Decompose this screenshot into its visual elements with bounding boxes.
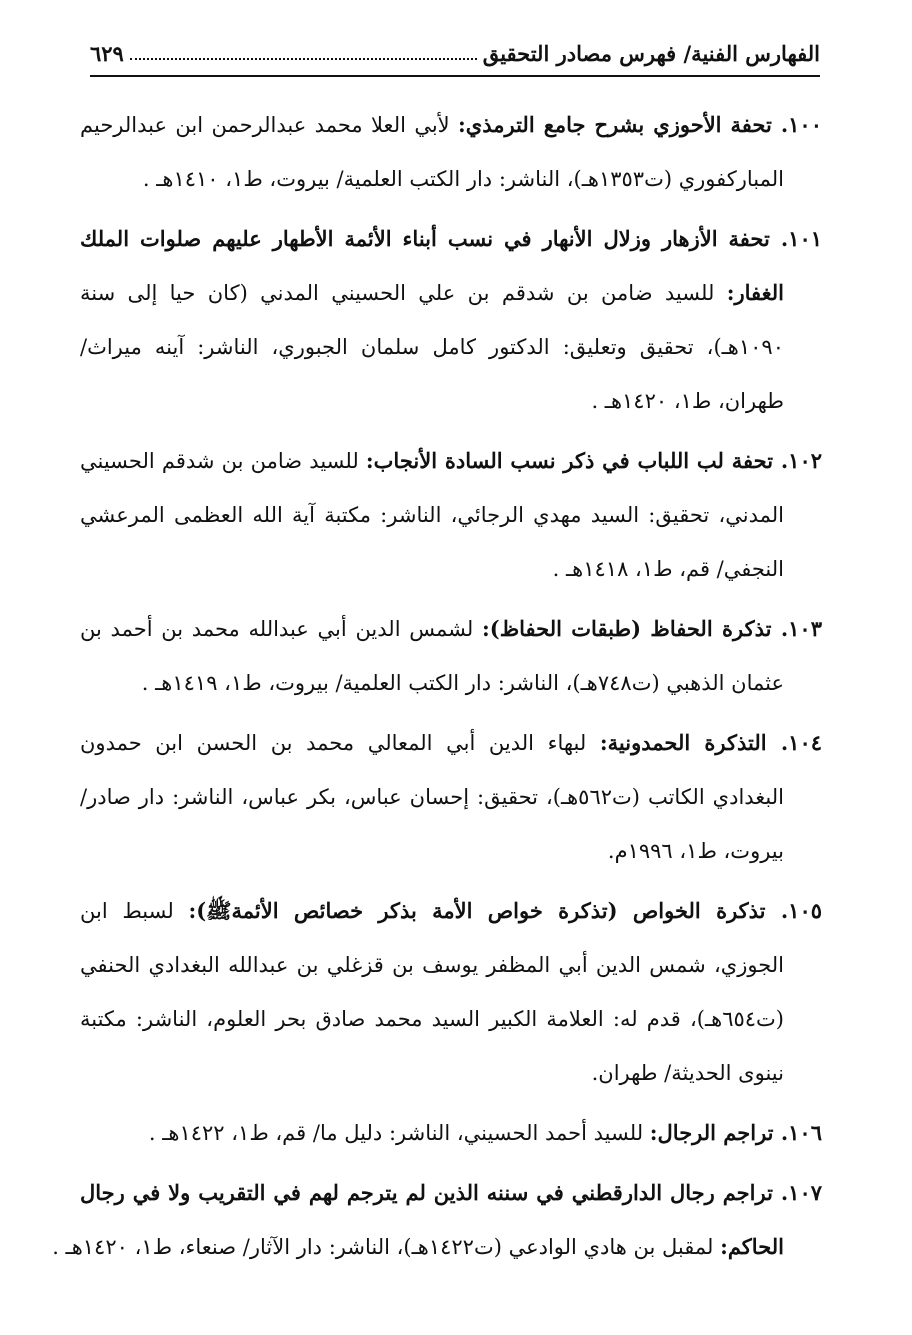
- entry-text: للسيد أحمد الحسيني، الناشر: دليل ما/ قم، ط١، ١٤٢٢هـ .: [148, 1121, 650, 1145]
- entry-text: المدني، تحقيق: السيد مهدي الرجائي، الناشر: مكتبة آية الله العظمى المرعشي: [80, 503, 784, 527]
- header-title: الفهارس الفنية/ فهرس مصادر التحقيق: [482, 41, 820, 66]
- entry-number: ١٠٧.: [772, 1180, 823, 1205]
- entry-number: ١٠٣.: [771, 616, 822, 641]
- entry-line: [80, 152, 822, 206]
- entry-line: [80, 434, 822, 488]
- bibliography-entry: [80, 434, 822, 596]
- entry-title: تراجم رجال الدارقطني في سننه الذين لم يترجم لهم في التقريب ولا في رجال: [80, 1180, 773, 1205]
- entry-text: المباركفوري (ت١٣٥٣هـ)، الناشر: دار الكتب العلمية/ بيروت، ط١، ١٤١٠هـ .: [142, 167, 784, 191]
- entry-line: [80, 656, 822, 710]
- bibliography-entry: [80, 212, 822, 428]
- entry-number: ١٠٤.: [766, 730, 823, 755]
- entry-line: [80, 602, 822, 656]
- bibliography-entry: [80, 716, 822, 878]
- entry-number: ١٠٦.: [773, 1120, 822, 1145]
- page-number: ٦٢٩: [90, 41, 124, 66]
- bibliography-entry: [80, 884, 822, 1100]
- entry-text: لبهاء الدين أبي المعالي محمد بن الحسن ابن حمدون: [80, 731, 600, 755]
- entry-title: الغفار:: [726, 280, 784, 305]
- entry-title: التذكرة الحمدونية:: [599, 730, 767, 755]
- bibliography-entry: [80, 98, 822, 206]
- entry-text: طهران، ط١، ١٤٢٠هـ .: [591, 389, 784, 413]
- entry-title: تذكرة الخواص (تذكرة خواص الأمة بذكر خصائص الأئمةﷺ):: [188, 898, 766, 923]
- entry-number: ١٠١.: [769, 226, 823, 251]
- entry-line: [80, 542, 822, 596]
- entry-text: لسبط ابن: [80, 899, 189, 923]
- entry-title: تراجم الرجال:: [649, 1120, 774, 1145]
- entry-line: [80, 488, 822, 542]
- entry-line: [80, 716, 822, 770]
- entry-line: [80, 992, 822, 1046]
- entry-line: [80, 266, 822, 320]
- entry-text: البغدادي الكاتب (ت٥٦٢هـ)، تحقيق: إحسان عباس، بكر عباس، الناشر: دار صادر/: [80, 785, 784, 809]
- entry-number: ١٠٢.: [773, 448, 823, 473]
- entry-line: [80, 938, 822, 992]
- entry-text: لمقبل بن هادي الوادعي (ت١٤٢٢هـ)، الناشر: دار الآثار/ صنعاء، ط١، ١٤٢٠هـ .: [52, 1235, 721, 1259]
- entry-text: (ت٦٥٤هـ)، قدم له: العلامة الكبير السيد محمد صادق بحر العلوم، الناشر: مكتبة: [80, 1007, 784, 1031]
- entry-title: تحفة الأزهار وزلال الأنهار في نسب أبناء الأئمة الأطهار عليهم صلوات الملك: [80, 226, 770, 251]
- entry-line: [80, 1106, 822, 1160]
- entry-line: [80, 374, 822, 428]
- entry-line: [80, 212, 822, 266]
- entry-line: [80, 1166, 822, 1220]
- entry-title: الحاكم:: [720, 1234, 784, 1259]
- entry-number: ١٠٥.: [765, 898, 823, 923]
- bibliography-entry: [52, 1166, 823, 1274]
- entry-title: تذكرة الحفاظ (طبقات الحفاظ):: [482, 616, 772, 641]
- entry-line: [80, 770, 822, 824]
- entry-text: عثمان الذهبي (ت٧٤٨هـ)، الناشر: دار الكتب العلمية/ بيروت، ط١، ١٤١٩هـ .: [141, 671, 784, 695]
- bibliography-entry: [80, 1106, 822, 1160]
- entry-title: تحفة لب اللباب في ذكر نسب السادة الأنجاب:: [365, 448, 774, 473]
- entry-text: ١٠٩٠هـ)، تحقيق وتعليق: الدكتور كامل سلمان الجبوري، الناشر: آينه ميراث/: [80, 335, 784, 359]
- entry-text: لأبي العلا محمد عبدالرحمن ابن عبدالرحيم: [80, 113, 459, 137]
- entry-text: لشمس الدين أبي عبدالله محمد بن أحمد بن: [80, 617, 483, 641]
- running-header: [90, 32, 820, 66]
- bibliography-list: [52, 98, 823, 1274]
- entry-line: [52, 1220, 822, 1274]
- bibliography-entry: [80, 602, 822, 710]
- entry-text: الجوزي، شمس الدين أبي المظفر يوسف بن قزغلي بن عبدالله البغدادي الحنفي: [80, 953, 784, 977]
- entry-line: [80, 98, 822, 152]
- entry-text: بيروت، ط١، ١٩٩٦م.: [607, 839, 784, 863]
- entry-number: ١٠٠.: [771, 112, 822, 137]
- entry-line: [80, 1046, 822, 1100]
- entry-line: [80, 320, 822, 374]
- entry-text: للسيد ضامن بن شدقم بن علي الحسيني المدني (كان حيا إلى سنة: [80, 281, 727, 305]
- header-rule: [90, 75, 820, 77]
- entry-line: [80, 824, 822, 878]
- entry-text: للسيد ضامن بن شدقم الحسيني: [80, 449, 366, 473]
- entry-line: [80, 884, 822, 938]
- header-dot-leader: [130, 57, 477, 60]
- entry-text: النجفي/ قم، ط١، ١٤١٨هـ .: [552, 557, 784, 581]
- entry-text: نينوى الحديثة/ طهران.: [591, 1061, 784, 1085]
- entry-title: تحفة الأحوزي بشرح جامع الترمذي:: [458, 112, 772, 137]
